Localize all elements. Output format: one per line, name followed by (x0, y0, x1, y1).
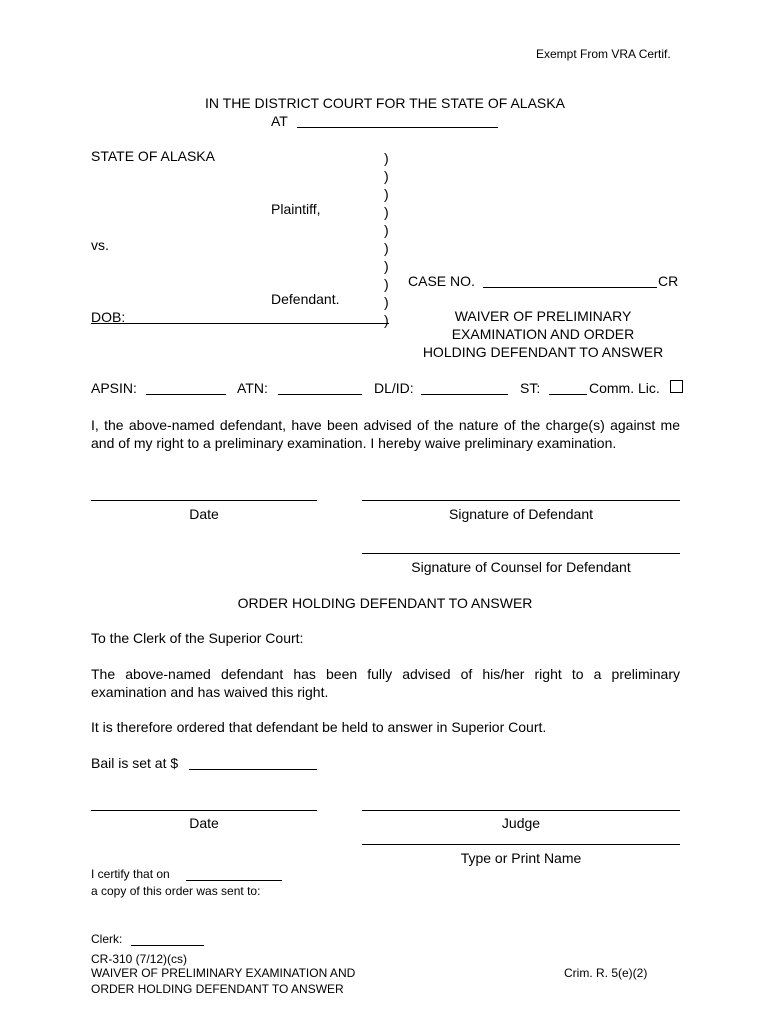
doc-title-line3: HOLDING DEFENDANT TO ANSWER (422, 344, 664, 360)
footer-title-line1: WAIVER OF PRELIMINARY EXAMINATION AND (91, 966, 356, 980)
comm-lic-checkbox[interactable] (670, 380, 683, 393)
plaintiff-name: STATE OF ALASKA (91, 148, 215, 164)
comm-lic-label: Comm. Lic. (589, 380, 660, 396)
bail-amount-field[interactable] (189, 769, 317, 770)
certify-line1: I certify that on (91, 867, 170, 881)
case-suffix: CR (658, 273, 679, 289)
apsin-field[interactable] (146, 394, 226, 395)
dob-label: DOB: (91, 309, 126, 325)
footer-title-line2: ORDER HOLDING DEFENDANT TO ANSWER (91, 982, 344, 996)
at-label: AT (271, 113, 288, 129)
apsin-label: APSIN: (91, 380, 137, 396)
dob-field[interactable] (91, 323, 389, 324)
plaintiff-label: Plaintiff, (271, 201, 321, 217)
order-date-label: Date (189, 815, 219, 831)
atn-field[interactable] (278, 394, 362, 395)
waiver-date-label: Date (189, 506, 219, 522)
case-no-field[interactable] (483, 287, 657, 288)
counsel-signature-line[interactable] (362, 553, 680, 554)
type-print-name-label: Type or Print Name (460, 850, 582, 866)
clerk-signature-field[interactable] (131, 945, 204, 946)
case-no-label: CASE NO. (408, 273, 475, 289)
dlid-field[interactable] (421, 394, 508, 395)
rule-citation: Crim. R. 5(e)(2) (564, 966, 648, 980)
bail-label: Bail is set at $ (91, 755, 179, 771)
doc-title-line1: WAIVER OF PRELIMINARY (454, 308, 632, 324)
st-label: ST: (520, 380, 541, 396)
form-number: CR-310 (7/12)(cs) (91, 952, 188, 966)
ordered-paragraph: It is therefore ordered that defendant be held to answer in Superior Court. (91, 719, 547, 735)
order-date-line[interactable] (91, 810, 317, 811)
order-heading: ORDER HOLDING DEFENDANT TO ANSWER (237, 595, 533, 611)
versus-label: vs. (91, 237, 109, 253)
st-field[interactable] (549, 394, 587, 395)
defendant-signature-line[interactable] (362, 500, 680, 501)
at-location-field[interactable] (297, 127, 498, 128)
advised-paragraph: The above-named defendant has been fully advised of his/her right to a preliminary examination and has waived this right. (91, 666, 680, 700)
clerk-label: Clerk: (91, 932, 123, 946)
counsel-signature-label: Signature of Counsel for Defendant (411, 559, 631, 575)
certify-date-field[interactable] (186, 880, 282, 881)
dlid-label: DL/ID: (374, 380, 414, 396)
defendant-label: Defendant. (271, 291, 340, 307)
judge-label: Judge (501, 815, 541, 831)
atn-label: ATN: (237, 380, 268, 396)
judge-signature-line[interactable] (362, 810, 680, 811)
certify-line2: a copy of this order was sent to: (91, 884, 261, 898)
doc-title-line2: EXAMINATION AND ORDER (451, 326, 635, 342)
caption-paren-column: ) ) ) ) ) ) ) ) ) ) (384, 150, 389, 328)
to-clerk-line: To the Clerk of the Superior Court: (91, 630, 304, 646)
type-print-name-line[interactable] (362, 844, 680, 845)
waiver-date-line[interactable] (91, 500, 317, 501)
defendant-signature-label: Signature of Defendant (449, 506, 593, 522)
exempt-notice: Exempt From VRA Certif. (536, 47, 671, 61)
waiver-statement: I, the above-named defendant, have been advised of the nature of the charge(s) against me and of my right to a preliminary examination. I hereby waive preliminary examination. (91, 417, 680, 451)
court-title: IN THE DISTRICT COURT FOR THE STATE OF ALASKA (205, 95, 565, 111)
